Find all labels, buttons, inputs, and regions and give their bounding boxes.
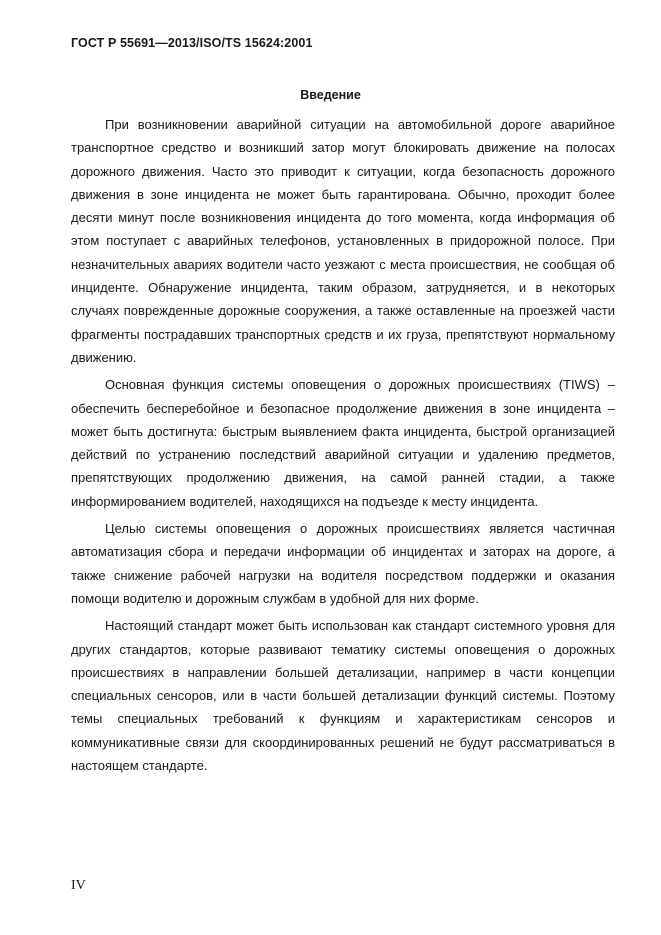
document-body [71,113,615,781]
section-title: Введение [300,88,361,102]
page-number: IV [71,878,86,893]
paragraph-2: Основная функция системы оповещения о дорожных происшествиях (TIWS) – обеспечить бесперебойное и безопасное продолжение движения в зоне инцидента – может быть достигнута: быстрым выявлением факта инцидента, быстрой организацией действий по устранению последствий аварийной ситуации и удалению предметов, препятствующих продолжению движения, на самой ранней стадии, а также информированием водителей, находящихся на подъезде к месту инцидента. [71,377,615,509]
paragraph-1: При возникновении аварийной ситуации на автомобильной дороге аварийное транспортное средство и возникший затор могут блокировать движение на полосах дорожного движения. Часто это приводит к ситуации, когда безопасность дорожного движения в зоне инцидента не может быть гарантирована. Обычно, проходит более десяти минут после возникновения инцидента до того момента, когда информация об этом поступает с аварийных телефонов, установленных в придорожной полосе. При незначительных авариях водители часто уезжают с места происшествия, не сообщая об инциденте. Обнаружение инцидента, таким образом, затрудняется, и в некоторых случаях поврежденные дорожные сооружения, а также оставленные на проезжей части фрагменты пострадавших транспортных средств и их груза, препятствуют нормальному движению. [71,117,615,365]
paragraph-4: Настоящий стандарт может быть использован как стандарт системного уровня для других стандартов, которые развивают тематику системы оповещения о дорожных происшествиях в направлении большей детализации, например в части концепции специальных сенсоров, или в части большей детализации функций системы. Поэтому темы специальных требований к функциям и характеристикам сенсоров и коммуникативные связи для скоординированных решений не будут рассматриваться в настоящем стандарте. [71,618,615,774]
paragraph-3: Целью системы оповещения о дорожных происшествиях является частичная автоматизация сбора и передачи информации об инцидентах и заторах на дороге, а также снижение рабочей нагрузки на водителя посредством поддержки и оказания помощи водителю и дорожным службам в удобной для них форме. [71,521,615,606]
document-header: ГОСТ Р 55691—2013/ISO/TS 15624:2001 [71,36,313,50]
